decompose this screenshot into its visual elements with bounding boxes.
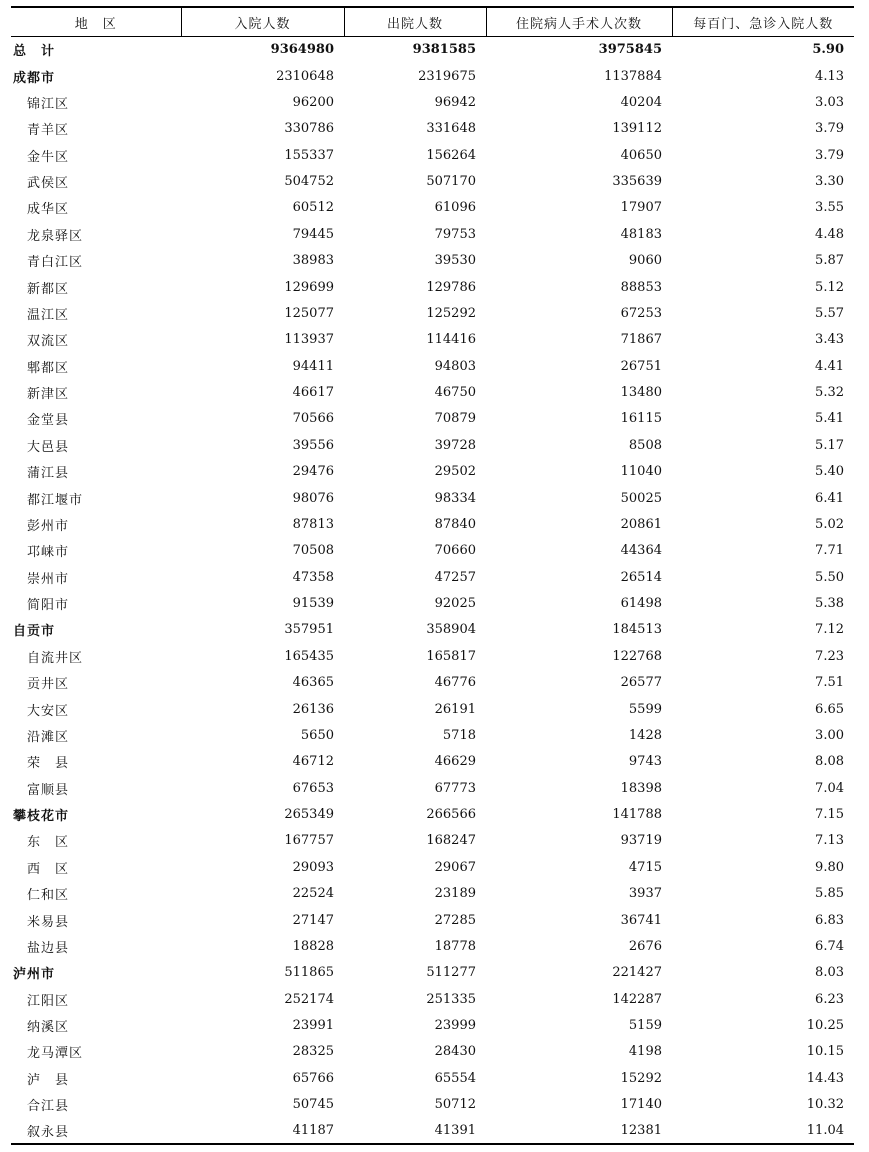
surgeries-cell: 26751 — [620, 358, 662, 374]
admissions-cell: 94411 — [292, 358, 334, 374]
admission-rate-cell: 5.12 — [815, 279, 844, 295]
discharges-cell: 61096 — [434, 200, 476, 216]
admissions-cell: 167757 — [284, 833, 334, 849]
table-body — [11, 37, 854, 1145]
surgeries-cell: 12381 — [486, 1118, 672, 1144]
discharges-cell: 39530 — [434, 253, 476, 269]
table-row — [11, 221, 854, 247]
discharges-cell: 165817 — [426, 648, 476, 664]
discharges-cell: 23999 — [434, 1018, 476, 1034]
region-name-cell: 江阳区 — [27, 993, 70, 1009]
surgeries-cell: 5599 — [628, 701, 662, 717]
surgeries-cell: 4198 — [628, 1044, 662, 1060]
table-row — [11, 854, 854, 880]
table-row — [11, 564, 854, 590]
admission-rate-cell: 3.79 — [815, 147, 844, 163]
admission-rate-cell: 9.80 — [815, 859, 844, 875]
table-row-group — [11, 960, 854, 986]
admission-rate-cell: 4.13 — [815, 68, 844, 84]
admission-rate-cell: 8.08 — [815, 754, 844, 770]
admissions-cell: 38983 — [292, 253, 334, 269]
admission-rate-cell: 5.17 — [815, 437, 844, 453]
table-row — [11, 590, 854, 616]
admissions-cell: 27147 — [292, 912, 334, 928]
admissions-cell: 47358 — [292, 569, 334, 585]
discharges-cell: 46776 — [434, 675, 476, 691]
admission-rate-cell: 3.03 — [815, 94, 844, 110]
table-row-group — [11, 63, 854, 89]
region-name-cell: 叙永县 — [11, 1118, 181, 1144]
surgeries-cell: 61498 — [620, 596, 662, 612]
surgeries-cell: 9060 — [628, 253, 662, 269]
region-name-cell: 成华区 — [27, 202, 70, 218]
table-row — [11, 1039, 854, 1065]
admissions-cell: 50745 — [292, 1097, 334, 1113]
admissions-cell: 504752 — [284, 174, 334, 190]
admission-rate-cell: 5.41 — [815, 411, 844, 427]
discharges-cell: 114416 — [426, 332, 476, 348]
surgeries-cell: 139112 — [612, 121, 662, 137]
discharges-cell: 27285 — [434, 912, 476, 928]
surgeries-cell: 50025 — [620, 490, 662, 506]
admission-rate-cell: 3.30 — [815, 174, 844, 190]
surgeries-cell: 142287 — [612, 991, 662, 1007]
admission-rate-cell: 10.15 — [806, 1044, 844, 1060]
surgeries-cell: 17907 — [620, 200, 662, 216]
admissions-cell: 67653 — [292, 780, 334, 796]
table-row — [11, 406, 854, 432]
admission-rate-cell: 7.51 — [815, 675, 844, 691]
table-row — [11, 1092, 854, 1118]
region-name-cell: 米易县 — [27, 914, 70, 930]
region-name-cell: 金堂县 — [27, 413, 70, 429]
table-row — [11, 300, 854, 326]
admissions-cell: 129699 — [284, 279, 334, 295]
admissions-cell: 46712 — [292, 754, 334, 770]
header-surgeries: 住院病人手术人次数 — [486, 7, 672, 37]
surgeries-cell: 40650 — [620, 147, 662, 163]
admission-rate-cell: 6.74 — [815, 938, 844, 954]
discharges-cell: 98334 — [434, 490, 476, 506]
table-row — [11, 643, 854, 669]
admissions-cell: 357951 — [284, 622, 334, 638]
admissions-cell: 46365 — [292, 675, 334, 691]
table-row — [11, 538, 854, 564]
discharges-cell: 251335 — [426, 991, 476, 1007]
admissions-cell: 511865 — [284, 965, 334, 981]
region-name-cell: 自贡市 — [13, 624, 56, 640]
surgeries-cell: 71867 — [620, 332, 662, 348]
admission-rate-cell: 14.43 — [806, 1070, 844, 1086]
admission-rate-cell: 10.25 — [806, 1018, 844, 1034]
discharges-cell: 9381585 — [412, 42, 476, 58]
discharges-cell: 92025 — [434, 596, 476, 612]
discharges-cell: 46750 — [434, 385, 476, 401]
admission-rate-cell: 7.04 — [815, 780, 844, 796]
admission-rate-cell: 3.00 — [815, 727, 844, 743]
admissions-cell: 165435 — [284, 648, 334, 664]
discharges-cell: 28430 — [434, 1044, 476, 1060]
region-name-cell: 温江区 — [27, 307, 70, 323]
admission-rate-cell: 5.90 — [812, 42, 844, 58]
admission-rate-cell: 5.85 — [815, 886, 844, 902]
admission-rate-cell: 5.87 — [815, 253, 844, 269]
region-name-cell: 简阳市 — [27, 598, 70, 614]
table-row — [11, 89, 854, 115]
hospital-admissions-table — [11, 6, 854, 1145]
table-row-group — [11, 617, 854, 643]
admission-rate-cell: 7.71 — [815, 543, 844, 559]
table-row — [11, 696, 854, 722]
surgeries-cell: 9743 — [628, 754, 662, 770]
surgeries-cell: 5159 — [628, 1018, 662, 1034]
surgeries-cell: 40204 — [620, 94, 662, 110]
surgeries-cell: 1137884 — [604, 68, 662, 84]
region-name-cell: 泸 县 — [27, 1072, 70, 1088]
surgeries-cell: 93719 — [620, 833, 662, 849]
surgeries-cell: 3975845 — [598, 42, 662, 58]
admission-rate-cell: 5.50 — [815, 569, 844, 585]
region-name-cell: 贡井区 — [27, 677, 70, 693]
surgeries-cell: 11040 — [620, 464, 662, 480]
discharges-cell: 79753 — [434, 226, 476, 242]
region-name-cell: 盐边县 — [27, 940, 70, 956]
region-name-cell: 彭州市 — [27, 518, 70, 534]
table-row — [11, 432, 854, 458]
discharges-cell: 26191 — [434, 701, 476, 717]
admissions-cell: 26136 — [292, 701, 334, 717]
region-name-cell: 仁和区 — [27, 888, 70, 904]
table-row — [11, 116, 854, 142]
admission-rate-cell: 6.83 — [815, 912, 844, 928]
admission-rate-cell: 10.32 — [806, 1097, 844, 1113]
admissions-cell: 252174 — [284, 991, 334, 1007]
discharges-cell: 168247 — [426, 833, 476, 849]
region-name-cell: 蒲江县 — [27, 466, 70, 482]
table-row — [11, 379, 854, 405]
header-discharges: 出院人数 — [344, 7, 486, 37]
discharges-cell: 5718 — [442, 727, 476, 743]
admissions-cell: 155337 — [284, 147, 334, 163]
discharges-cell: 507170 — [426, 174, 476, 190]
surgeries-cell: 8508 — [628, 437, 662, 453]
region-name-cell: 双流区 — [27, 334, 70, 350]
discharges-cell: 47257 — [434, 569, 476, 585]
table-row — [11, 933, 854, 959]
surgeries-cell: 335639 — [612, 174, 662, 190]
region-name-cell: 新津区 — [27, 387, 70, 403]
admissions-cell: 29476 — [292, 464, 334, 480]
discharges-cell: 358904 — [426, 622, 476, 638]
surgeries-cell: 20861 — [620, 516, 662, 532]
table-row — [11, 986, 854, 1012]
surgeries-cell: 48183 — [620, 226, 662, 242]
admissions-cell: 29093 — [292, 859, 334, 875]
admission-rate-cell: 7.12 — [815, 622, 844, 638]
region-name-cell: 纳溪区 — [27, 1020, 70, 1036]
region-name-cell: 合江县 — [27, 1099, 70, 1115]
admissions-cell: 79445 — [292, 226, 334, 242]
admissions-cell: 113937 — [284, 332, 334, 348]
surgeries-cell: 4715 — [628, 859, 662, 875]
table-row — [11, 511, 854, 537]
surgeries-cell: 26514 — [620, 569, 662, 585]
table-row — [11, 459, 854, 485]
discharges-cell: 29067 — [434, 859, 476, 875]
discharges-cell: 67773 — [434, 780, 476, 796]
discharges-cell: 125292 — [426, 305, 476, 321]
admissions-cell: 87813 — [292, 516, 334, 532]
header-admission-rate: 每百门、急诊入院人数 — [672, 7, 854, 37]
discharges-cell: 2319675 — [418, 68, 476, 84]
surgeries-cell: 16115 — [620, 411, 662, 427]
region-name-cell: 龙泉驿区 — [27, 228, 84, 244]
admissions-cell: 22524 — [292, 886, 334, 902]
region-name-cell: 攀枝花市 — [13, 809, 70, 825]
admissions-cell: 60512 — [292, 200, 334, 216]
region-name-cell: 新都区 — [27, 281, 70, 297]
surgeries-cell: 122768 — [612, 648, 662, 664]
discharges-cell: 18778 — [434, 938, 476, 954]
region-name-cell: 成都市 — [13, 70, 56, 86]
discharges-cell: 70660 — [434, 543, 476, 559]
admission-rate-cell: 4.41 — [815, 358, 844, 374]
table-row — [11, 168, 854, 194]
admissions-cell: 5650 — [300, 727, 334, 743]
admission-rate-cell: 5.02 — [815, 516, 844, 532]
table-row — [11, 775, 854, 801]
table-row-group — [11, 801, 854, 827]
discharges-cell: 129786 — [426, 279, 476, 295]
discharges-cell: 96942 — [434, 94, 476, 110]
region-name-cell: 富顺县 — [27, 782, 70, 798]
region-name-cell: 锦江区 — [27, 96, 70, 112]
surgeries-cell: 2676 — [628, 938, 662, 954]
discharges-cell: 70879 — [434, 411, 476, 427]
region-name-cell: 西 区 — [27, 861, 70, 877]
table-row — [11, 722, 854, 748]
admission-rate-cell: 3.55 — [815, 200, 844, 216]
table-row — [11, 248, 854, 274]
table-row — [11, 1012, 854, 1038]
admission-rate-cell: 3.79 — [815, 121, 844, 137]
table-row — [11, 195, 854, 221]
surgeries-cell: 1428 — [628, 727, 662, 743]
surgeries-cell: 36741 — [620, 912, 662, 928]
region-name-cell: 武侯区 — [27, 176, 70, 192]
region-name-cell: 沿滩区 — [27, 729, 70, 745]
admission-rate-cell: 7.23 — [815, 648, 844, 664]
surgeries-cell: 184513 — [612, 622, 662, 638]
discharges-cell: 266566 — [426, 807, 476, 823]
table-row — [11, 327, 854, 353]
table-row — [11, 485, 854, 511]
discharges-cell: 87840 — [434, 516, 476, 532]
admissions-cell: 70508 — [292, 543, 334, 559]
admissions-cell: 98076 — [292, 490, 334, 506]
surgeries-cell: 141788 — [612, 807, 662, 823]
table-row — [11, 828, 854, 854]
region-name-cell: 总 计 — [13, 44, 56, 60]
admission-rate-cell: 5.57 — [815, 305, 844, 321]
admissions-cell: 265349 — [284, 807, 334, 823]
admission-rate-cell: 7.13 — [815, 833, 844, 849]
surgeries-cell: 44364 — [620, 543, 662, 559]
surgeries-cell: 221427 — [612, 965, 662, 981]
admission-rate-cell: 4.48 — [815, 226, 844, 242]
discharges-cell: 94803 — [434, 358, 476, 374]
admissions-cell: 41187 — [181, 1118, 344, 1144]
table-row — [11, 1065, 854, 1091]
surgeries-cell: 26577 — [620, 675, 662, 691]
admissions-cell: 2310648 — [276, 68, 334, 84]
surgeries-cell: 88853 — [620, 279, 662, 295]
surgeries-cell: 67253 — [620, 305, 662, 321]
admissions-cell: 46617 — [292, 385, 334, 401]
admission-rate-cell: 6.65 — [815, 701, 844, 717]
table-row — [11, 881, 854, 907]
admissions-cell: 9364980 — [270, 42, 334, 58]
region-name-cell: 大安区 — [27, 703, 70, 719]
admissions-cell: 125077 — [284, 305, 334, 321]
surgeries-cell: 3937 — [628, 886, 662, 902]
table-header — [11, 7, 854, 37]
header-admissions: 入院人数 — [181, 7, 344, 37]
discharges-cell: 511277 — [426, 965, 476, 981]
region-name-cell: 邛崃市 — [27, 545, 70, 561]
admissions-cell: 70566 — [292, 411, 334, 427]
region-name-cell: 荣 县 — [27, 756, 70, 772]
admission-rate-cell: 5.32 — [815, 385, 844, 401]
table-row — [11, 907, 854, 933]
discharges-cell: 331648 — [426, 121, 476, 137]
table-row — [11, 353, 854, 379]
admissions-cell: 91539 — [292, 596, 334, 612]
admission-rate-cell: 3.43 — [815, 332, 844, 348]
admission-rate-cell: 6.23 — [815, 991, 844, 1007]
admissions-cell: 39556 — [292, 437, 334, 453]
admissions-cell: 23991 — [292, 1018, 334, 1034]
header-row — [11, 7, 854, 37]
discharges-cell: 39728 — [434, 437, 476, 453]
region-name-cell: 大邑县 — [27, 439, 70, 455]
admission-rate-cell: 5.38 — [815, 596, 844, 612]
region-name-cell: 郫都区 — [27, 360, 70, 376]
admission-rate-cell: 8.03 — [815, 965, 844, 981]
discharges-cell: 41391 — [344, 1118, 486, 1144]
admission-rate-cell: 7.15 — [815, 807, 844, 823]
admissions-cell: 96200 — [292, 94, 334, 110]
region-name-cell: 自流井区 — [27, 650, 84, 666]
table-row-group — [11, 37, 854, 63]
region-name-cell: 青羊区 — [27, 123, 70, 139]
admissions-cell: 18828 — [292, 938, 334, 954]
table-row — [11, 749, 854, 775]
region-name-cell: 崇州市 — [27, 571, 70, 587]
admissions-cell: 65766 — [292, 1070, 334, 1086]
region-name-cell: 东 区 — [27, 835, 70, 851]
surgeries-cell: 15292 — [620, 1070, 662, 1086]
admissions-cell: 330786 — [284, 121, 334, 137]
admission-rate-cell: 5.40 — [815, 464, 844, 480]
table-row — [11, 274, 854, 300]
table-row — [11, 670, 854, 696]
discharges-cell: 65554 — [434, 1070, 476, 1086]
surgeries-cell: 13480 — [620, 385, 662, 401]
discharges-cell: 46629 — [434, 754, 476, 770]
discharges-cell: 29502 — [434, 464, 476, 480]
admissions-cell: 28325 — [292, 1044, 334, 1060]
table-row — [11, 142, 854, 168]
statistics-table-container — [11, 6, 854, 1145]
table-row — [11, 1118, 854, 1144]
region-name-cell: 泸州市 — [13, 967, 56, 983]
region-name-cell: 都江堰市 — [27, 492, 84, 508]
surgeries-cell: 17140 — [620, 1097, 662, 1113]
discharges-cell: 50712 — [434, 1097, 476, 1113]
admission-rate-cell: 11.04 — [672, 1118, 854, 1144]
discharges-cell: 156264 — [426, 147, 476, 163]
admission-rate-cell: 6.41 — [815, 490, 844, 506]
region-name-cell: 金牛区 — [27, 149, 70, 165]
header-region: 地 区 — [11, 7, 181, 37]
region-name-cell: 龙马潭区 — [27, 1046, 84, 1062]
discharges-cell: 23189 — [434, 886, 476, 902]
region-name-cell: 青白江区 — [27, 255, 84, 271]
surgeries-cell: 18398 — [620, 780, 662, 796]
